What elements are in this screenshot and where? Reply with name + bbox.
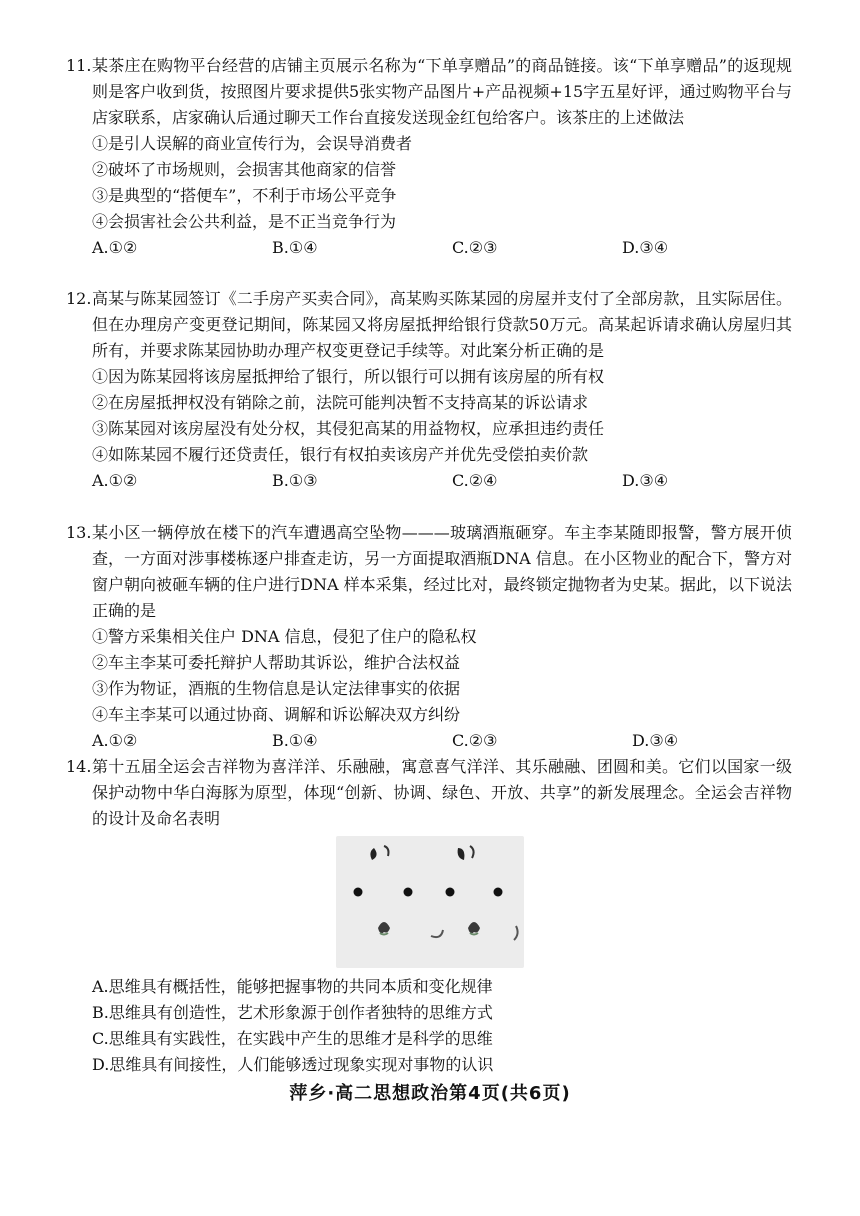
statement-4: ④如陈某园不履行还贷责任，银行有权拍卖该房产并优先受偿拍卖价款 [92, 445, 589, 464]
option-a: A.思维具有概括性，能够把握事物的共同本质和变化规律 [92, 977, 493, 996]
question-number: 14. [66, 757, 92, 776]
statement-2: ②在房屋抵押权没有销除之前，法院可能判决暂不支持高某的诉讼请求 [92, 393, 589, 412]
mascot-image [336, 836, 524, 968]
option-d: D.思维具有间接性，人们能够透过现象实现对事物的认识 [92, 1055, 494, 1074]
choice-a: A.①② [92, 471, 138, 490]
statement-1: ①警方采集相关住户 DNA 信息，侵犯了住户的隐私权 [92, 627, 477, 646]
statement-2: ②车主李某可委托辩护人帮助其诉讼，维护合法权益 [92, 653, 461, 672]
statement-2: ②破坏了市场规则，会损害其他商家的信誉 [92, 160, 397, 179]
option-b: B.思维具有创造性，艺术形象源于创作者独特的思维方式 [92, 1003, 493, 1022]
question-12 [66, 286, 792, 494]
answer-choices [92, 468, 792, 494]
question-number: 11. [66, 56, 92, 75]
answer-choices [92, 235, 792, 261]
statement-3: ③陈某园对该房屋没有处分权，其侵犯高某的用益物权，应承担违约责任 [92, 419, 605, 438]
question-11 [66, 53, 792, 261]
question-14 [66, 754, 792, 832]
page-footer: 萍乡·高二思想政治第4页(共6页) [289, 1083, 571, 1104]
question-number: 12. [66, 289, 92, 308]
statement-4: ④会损害社会公共利益，是不正当竞争行为 [92, 212, 397, 231]
choice-c: C.②④ [452, 471, 498, 490]
question-14-options [92, 974, 792, 1078]
statement-1: ①是引人误解的商业宣传行为，会误导消费者 [92, 134, 413, 153]
choice-b: B.①③ [272, 471, 318, 490]
choice-a: A.①② [92, 731, 138, 750]
statement-3: ③作为物证，酒瓶的生物信息是认定法律事实的依据 [92, 679, 461, 698]
question-number: 13. [66, 523, 92, 542]
choice-d: D.③④ [622, 238, 669, 257]
choice-d: D.③④ [622, 471, 669, 490]
question-13 [66, 520, 792, 754]
question-stem: 高某与陈某园签订《二手房产买卖合同》，高某购买陈某园的房屋并支付了全部房款，且实际居住。但在办理房产变更登记期间，陈某园又将房屋抵押给银行贷款50万元。高某起诉请求确认房屋归其所有，并要求陈某园协助办理产权变更登记手续等。对此案分析正确的是 [92, 289, 792, 360]
option-c: C.思维具有实践性，在实践中产生的思维才是科学的思维 [92, 1029, 493, 1048]
choice-c: C.②③ [452, 731, 498, 750]
mascot-icon [336, 836, 524, 968]
choice-c: C.②③ [452, 238, 498, 257]
question-stem: 某小区一辆停放在楼下的汽车遭遇高空坠物———玻璃酒瓶砸穿。车主李某随即报警，警方展开侦查，一方面对涉事楼栋逐户排查走访，另一方面提取酒瓶DNA 信息。在小区物业的配合下，警方对窗户朝向被砸车辆的住户进行DNA 样本采集，经过比对，最终锁定抛物者为史某。据此，以下说法正确的是 [92, 523, 792, 620]
question-stem: 第十五届全运会吉祥物为喜洋洋、乐融融，寓意喜气洋洋、其乐融融、团圆和美。它们以国家一级保护动物中华白海豚为原型，体现“创新、协调、绿色、开放、共享”的新发展理念。全运会吉祥物的设计及命名表明 [92, 757, 792, 828]
choice-b: B.①④ [272, 731, 318, 750]
statement-1: ①因为陈某园将该房屋抵押给了银行，所以银行可以拥有该房屋的所有权 [92, 367, 605, 386]
question-stem: 某茶庄在购物平台经营的店铺主页展示名称为“下单享赠品”的商品链接。该“下单享赠品”的返现规则是客户收到货，按照图片要求提供5张实物产品图片+产品视频+15字五星好评，通过购物平台与店家联系，店家确认后通过聊天工作台直接发送现金红包给客户。该茶庄的上述做法 [92, 56, 792, 127]
choice-d: D.③④ [632, 731, 679, 750]
choice-a: A.①② [92, 238, 138, 257]
choice-b: B.①④ [272, 238, 318, 257]
statement-3: ③是典型的“搭便车”，不利于市场公平竞争 [92, 186, 397, 205]
answer-choices [92, 728, 792, 754]
statement-4: ④车主李某可以通过协商、调解和诉讼解决双方纠纷 [92, 705, 461, 724]
